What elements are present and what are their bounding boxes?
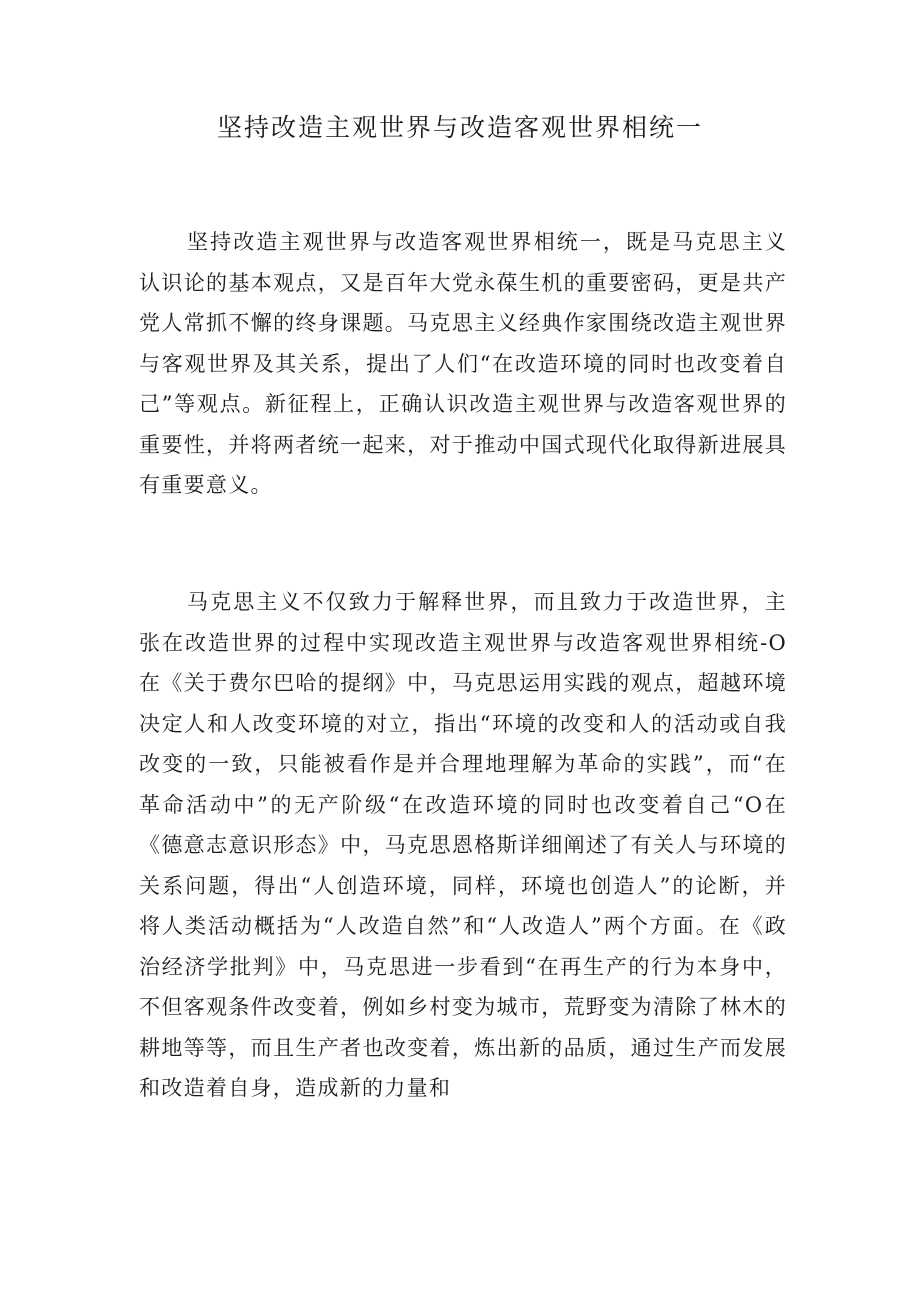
paragraph-intro: 坚持改造主观世界与改造客观世界相统一，既是马克思主义认识论的基本观点，又是百年大党永葆生机的重要密码，更是共产党人常抓不懈的终身课题。马克思主义经典作家围绕改造主观世界与客观世界及其关系，提出了人们“在改造环境的同时也改变着自己”等观点。新征程上，正确认识改造主观世界与改造客观世界的重要性，并将两者统一起来，对于推动中国式现代化取得新进展具有重要意义。 [139,230,787,497]
document-title: 坚持改造主观世界与改造客观世界相统一 [216,113,703,142]
paragraph-marxism: 马克思主义不仅致力于解释世界，而且致力于改造世界，主张在改造世界的过程中实现改造主观世界与改造客观世界相统-O在《关于费尔巴哈的提纲》中，马克思运用实践的观点，超越环境决定人和人改变环境的对立，指出“环境的改变和人的活动或自我改变的一致，只能被看作是并合理地理解为革命的实践”，而“在革命活动中”的无产阶级“在改造环境的同时也改变着自己“O在《德意志意识形态》中，马克思恩格斯详细阐述了有关人与环境的关系问题，得出“人创造环境，同样，环境也创造人”的论断，并将人类活动概括为“人改造自然”和“人改造人”两个方面。在《政治经济学批判》中，马克思进一步看到“在再生产的行为本身中，不但客观条件改变着，例如乡村变为城市，荒野变为清除了林木的耕地等等，而且生产者也改变着，炼出新的品质，通过生产而发展和改造着自身，造成新的力量和 [139,590,787,1100]
